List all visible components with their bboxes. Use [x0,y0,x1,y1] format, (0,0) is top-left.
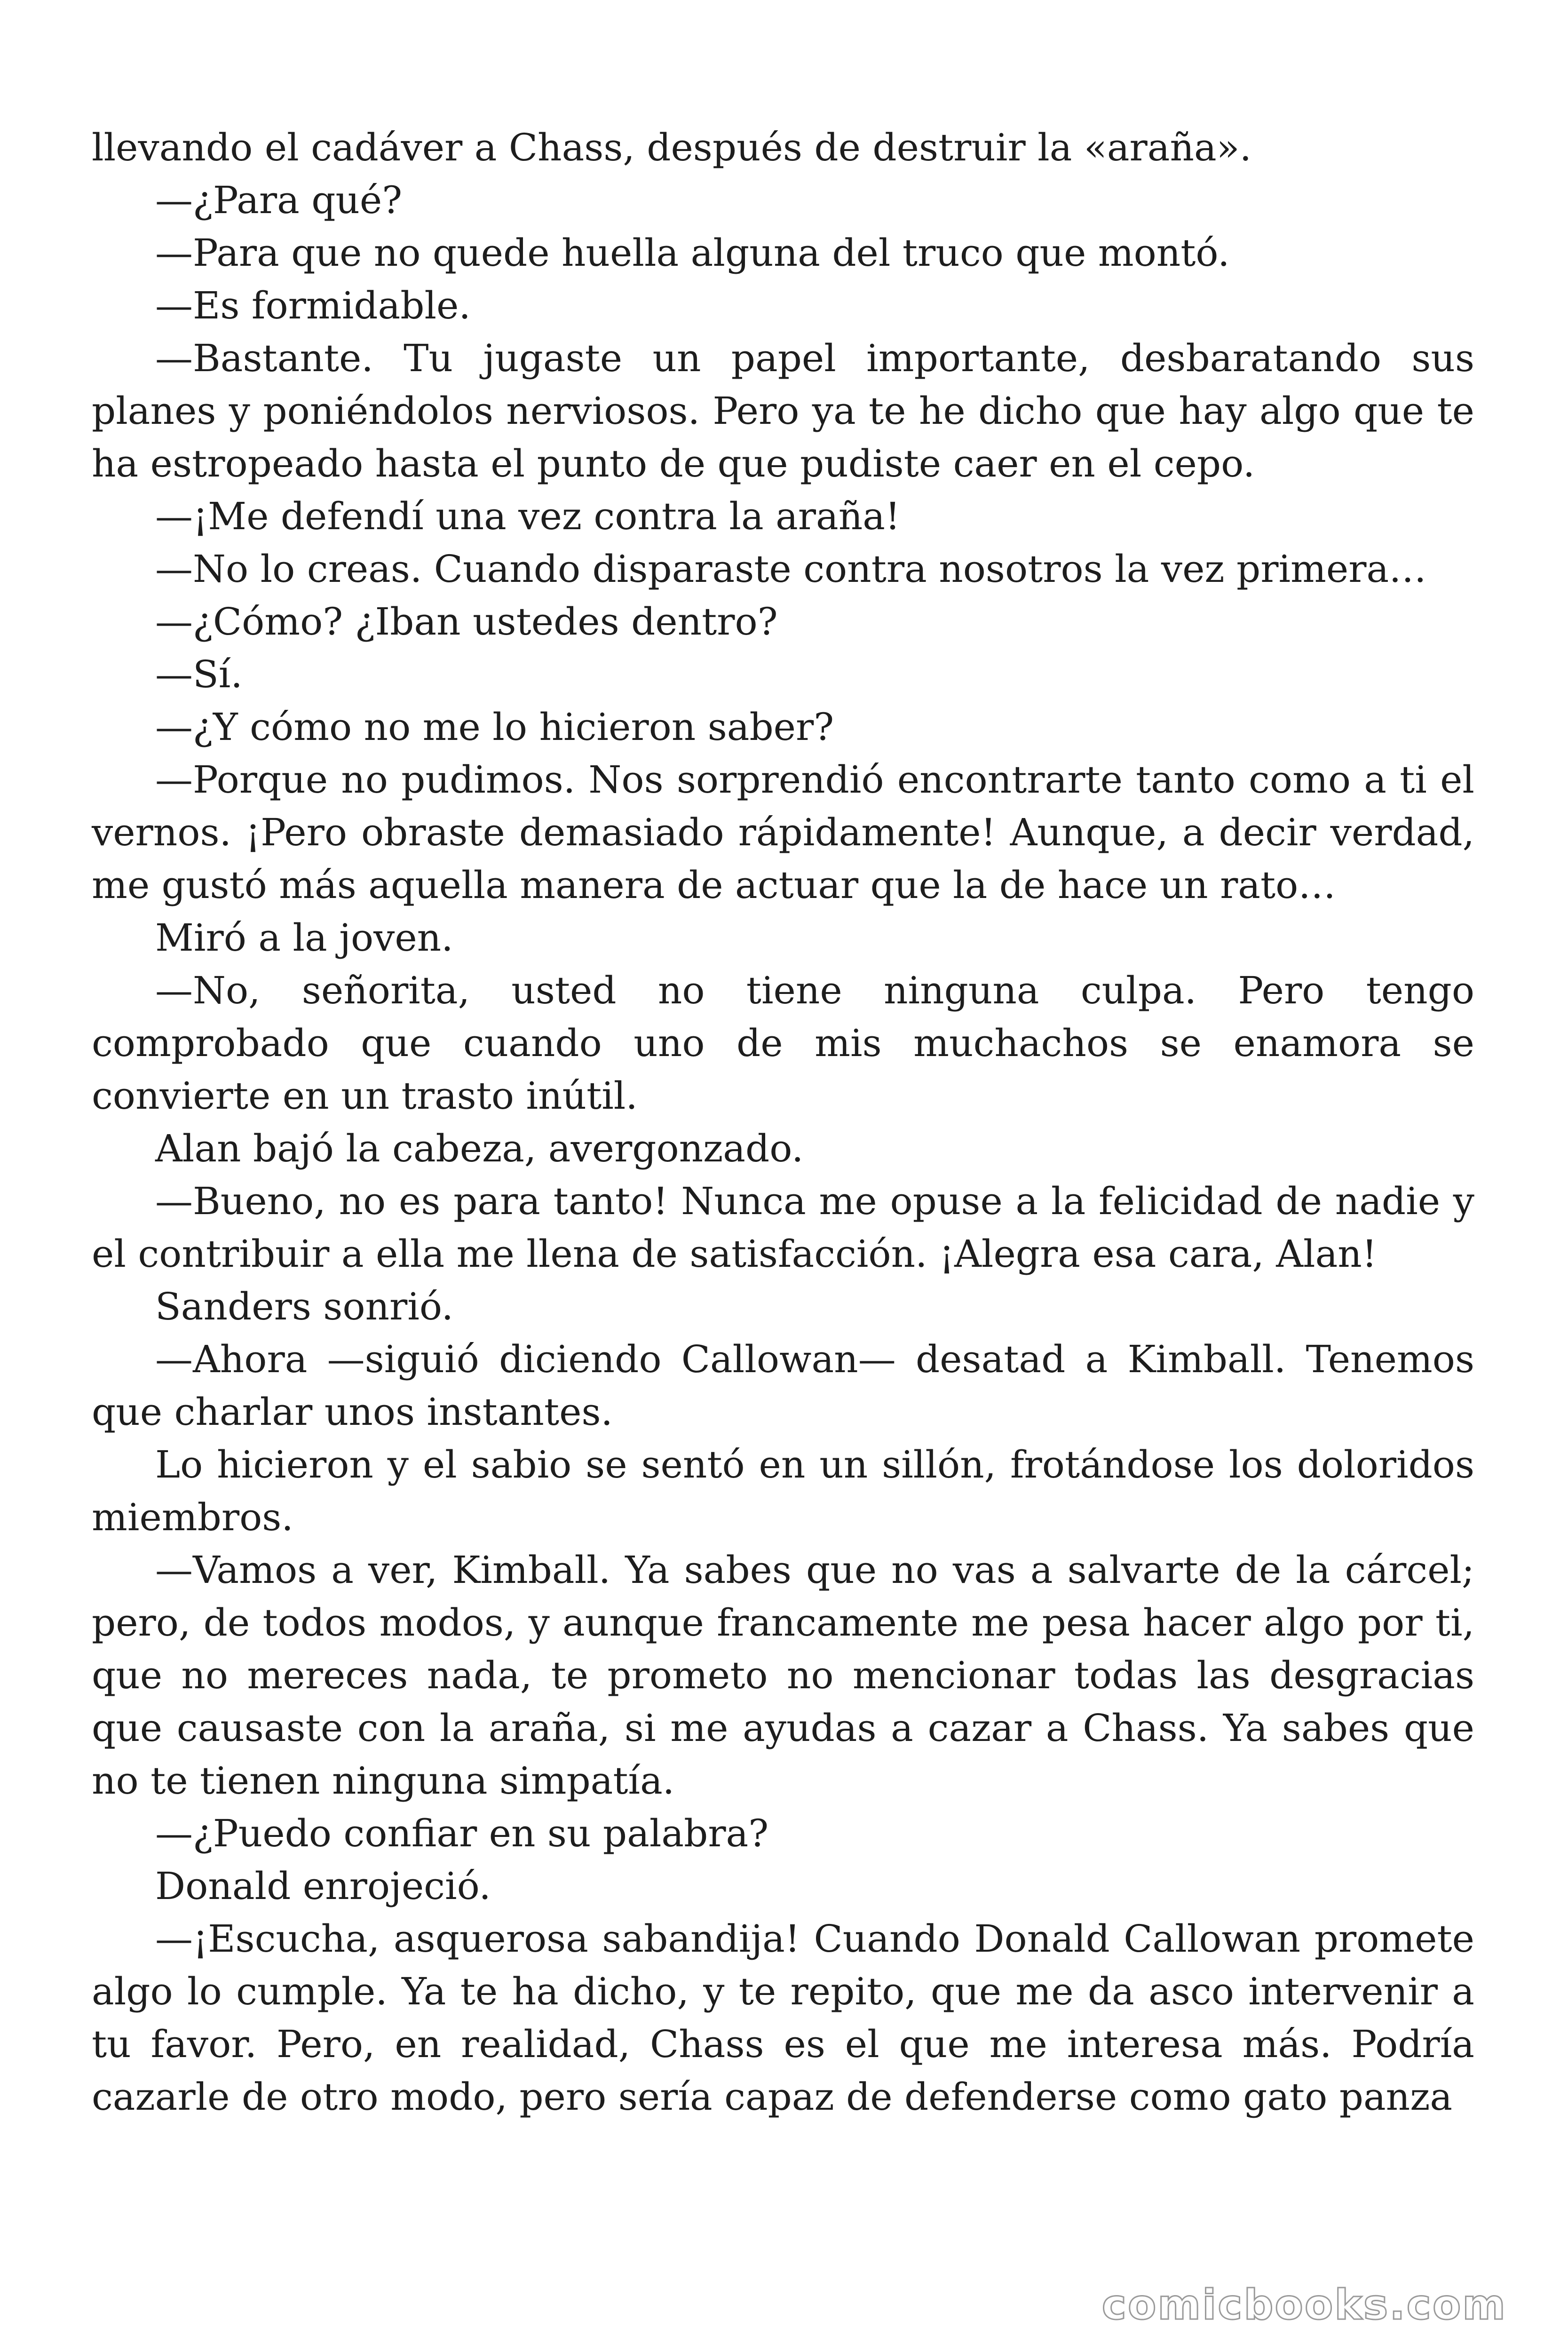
paragraph: —¿Puedo confiar en su palabra? [155,1812,769,1855]
paragraph: llevando el cadáver a Chass, después de destruir la «araña». [92,126,1252,169]
paragraph: —Sí. [155,652,243,696]
paragraph: —Porque no pudimos. Nos sorprendió encontrarte tanto como a ti el vernos. ¡Pero obraste demasiado rápidamente! Aunque, a decir verdad, me gustó más aquella manera de actuar que la de hace un rato… [92,758,1474,907]
paragraph: —No, señorita, usted no tiene ninguna culpa. Pero tengo comprobado que cuando uno de mis muchachos se enamora se convierte en un trasto inútil. [92,969,1474,1118]
paragraph: —Vamos a ver, Kimball. Ya sabes que no vas a salvarte de la cárcel; pero, de todos modos, y aunque francamente me pesa hacer algo por ti, que no mereces nada, te prometo no mencionar todas las desgracias que causaste con la araña, si me ayudas a cazar a Chass. Ya sabes que no te tienen ninguna simpatía. [92,1548,1474,1803]
paragraph: —¡Me defendí una vez contra la araña! [155,494,901,538]
paragraph: —No lo creas. Cuando disparaste contra nosotros la vez primera… [155,547,1427,591]
paragraph: Miró a la joven. [155,916,453,960]
body-text [92,121,1474,2123]
paragraph: —¡Escucha, asquerosa sabandija! Cuando Donald Callowan promete algo lo cumple. Ya te ha dicho, y te repito, que me da asco intervenir a tu favor. Pero, en realidad, Chass es el que me interesa más. Podría cazarle de otro modo, pero sería capaz de defenderse como gato panza [92,1917,1474,2119]
paragraph: —¿Y cómo no me lo hicieron saber? [155,705,834,749]
paragraph: —Bastante. Tu jugaste un papel importante, desbaratando sus planes y poniéndolos nerviosos. Pero ya te he dicho que hay algo que te ha estropeado hasta el punto de que pudiste caer en el cepo. [92,336,1474,485]
paragraph: —¿Para qué? [155,178,403,222]
paragraph: Sanders sonrió. [155,1285,454,1328]
paragraph: —Para que no quede huella alguna del truco que montó. [155,231,1230,275]
paragraph: Lo hicieron y el sabio se sentó en un sillón, frotándose los doloridos miembros. [92,1443,1474,1539]
watermark-logo: comicbooks.com [1101,2280,1507,2329]
paragraph: Alan bajó la cabeza, avergonzado. [155,1127,804,1170]
paragraph: —¿Cómo? ¿Iban ustedes dentro? [155,600,778,644]
paragraph: Donald enrojeció. [155,1864,491,1908]
paragraph: —Es formidable. [155,284,471,327]
paragraph: —Ahora —siguió diciendo Callowan— desatad a Kimball. Tenemos que charlar unos instantes. [92,1337,1474,1434]
paragraph: —Bueno, no es para tanto! Nunca me opuse a la felicidad de nadie y el contribuir a ella me llena de satisfacción. ¡Alegra esa cara, Alan! [92,1179,1474,1276]
